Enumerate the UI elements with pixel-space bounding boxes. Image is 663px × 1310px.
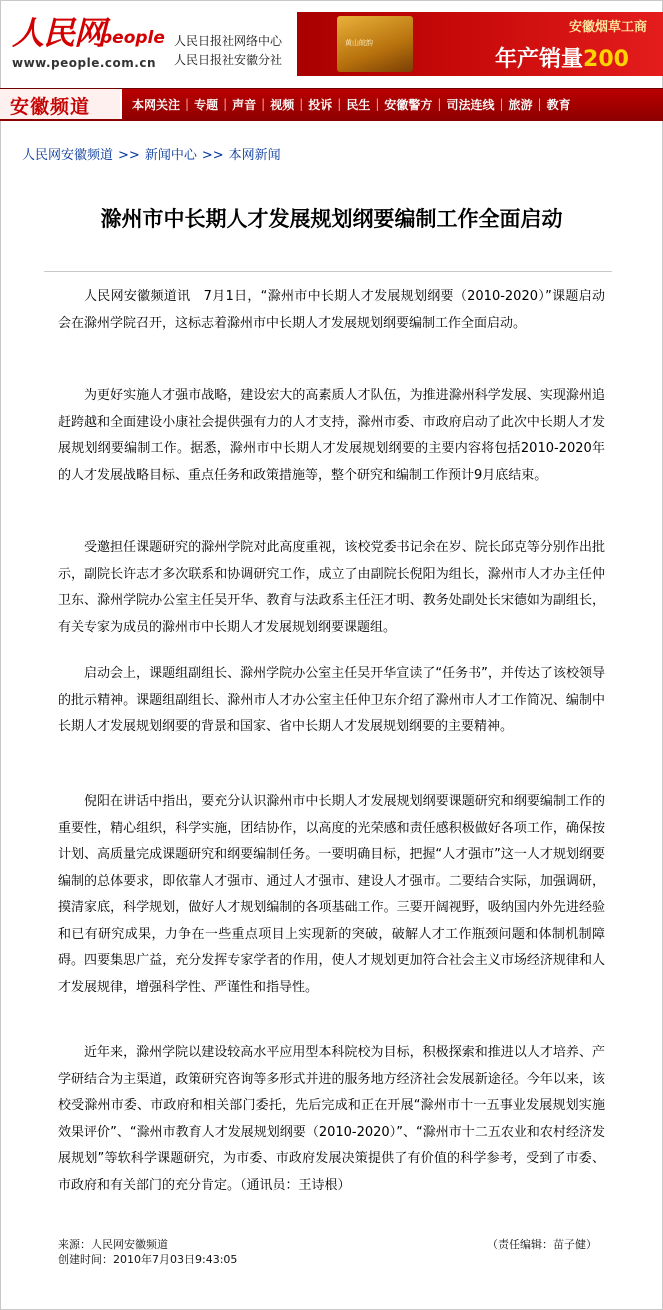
nav-separator: | [299, 97, 304, 111]
site-url[interactable]: www.people.com.cn [12, 56, 156, 70]
article-paragraph: 倪阳在讲话中指出，要充分认识滁州市中长期人才发展规划纲要课题研究和纲要编制工作的重要性，精心组织，科学实施，团结协作，以高度的光荣感和责任感积极做好各项工作，确保按计划、高质量完成课题研究和纲要编制任务。一要明确目标，把握“人才强市”这一人才规划纲要编制的总体要求，即依靠人才强市、通过人才强市、建设人才强市。二要结合实际，加强调研，摸清家底，科学规划，做好人才规划编制的各项基础工作。三要开阔视野，吸纳国内外先进经验和已有研究成果，力争在一些重点项目上实现新的突破，破解人才工作瓶颈问题和体制机制障碍。四要集思广益，充分发挥专家学者的作用，使人才规划更加符合社会主义市场经济规律和人才发展规律，增强科学性、严谨性和指导性。 [58, 794, 605, 995]
breadcrumb-separator: >> [201, 148, 224, 163]
nav-item-judiciary[interactable]: 司法连线 [446, 97, 495, 112]
nav-item-livelihood[interactable]: 民生 [346, 97, 371, 112]
article-paragraph: 为更好实施人才强市战略，建设宏大的高素质人才队伍，为推进滁州科学发展、实现滁州追赶跨越和全面建设小康社会提供强有力的人才支持，滁州市委、市政府启动了此次中长期人才发展规划纲要编制工作。据悉，滁州市中长期人才发展规划纲要的主要内容将包括2010-2020年的人才发展战略目标、重点任务和政策措施等，整个研究和编制工作预计9月底结束。 [58, 388, 605, 483]
org-line-1: 人民日报社网络中心 [174, 34, 283, 48]
nav-separator: | [499, 97, 504, 111]
breadcrumb-news-center[interactable]: 新闻中心 [144, 148, 197, 163]
breadcrumb-local-news[interactable]: 本网新闻 [228, 148, 281, 163]
title-divider [44, 271, 612, 272]
article-paragraph: 受邀担任课题研究的滁州学院对此高度重视，该校党委书记余在岁、院长邱克等分别作出批示，副院长许志才多次联系和协调研究工作，成立了由副院长倪阳为组长，滁州市人才办主任仲卫东、滁州学院办公室主任吴开华、教育与法政系主任汪才明、教务处副处长宋德如为副组长，有关专家为成员的滁州市中长期人才发展规划纲要课题组。 [58, 540, 605, 635]
article-paragraph: 人民网安徽频道讯 7月1日，“滁州市中长期人才发展规划纲要（2010-2020）”课题启动会在滁州学院召开，这标志着滁州市中长期人才发展规划纲要编制工作全面启动。 [58, 289, 605, 331]
nav-item-topics[interactable]: 专题 [194, 97, 219, 112]
banner-main-label: 年产销量 [495, 47, 584, 72]
site-header [0, 0, 663, 88]
nav-item-police[interactable]: 安徽警方 [384, 97, 433, 112]
nav-separator: | [375, 97, 380, 111]
nav-separator: | [223, 97, 228, 111]
nav-links [128, 89, 575, 119]
nav-separator: | [437, 97, 442, 111]
nav-separator: | [261, 97, 266, 111]
nav-item-education[interactable]: 教育 [546, 97, 571, 112]
org-line-2: 人民日报社安徽分社 [174, 53, 283, 67]
banner-top-text: 安徽烟草工商 [569, 20, 648, 35]
cigarette-pack-image [337, 16, 413, 72]
article-title: 滁州市中长期人才发展规划纲要编制工作全面启动 [100, 206, 563, 232]
nav-item-video[interactable]: 视频 [270, 97, 295, 112]
nav-item-focus[interactable]: 本网关注 [132, 97, 181, 112]
site-logo-people[interactable]: people [100, 28, 165, 48]
article-source: 来源：人民网安徽频道 [58, 1238, 168, 1251]
channel-nav [0, 88, 663, 121]
nav-separator: | [185, 97, 190, 111]
banner-main-number: 200 [583, 47, 629, 72]
breadcrumb [22, 144, 281, 163]
breadcrumb-home[interactable]: 人民网安徽频道 [22, 148, 114, 163]
breadcrumb-separator: >> [118, 148, 140, 163]
ad-banner[interactable] [297, 12, 663, 76]
nav-separator: | [337, 97, 342, 111]
article-paragraph: 近年来，滁州学院以建设较高水平应用型本科院校为目标，积极探索和推进以人才培养、产学研结合为主渠道，政策研究咨询等多形式并进的服务地方经济社会发展新途径。今年以来，该校受滁州市委、市政府和相关部门委托，先后完成和正在开展“滁州市十一五事业发展规划实施效果评价”、“滁州市教育人才发展规划纲要（2010-2020）”、“滁州市十二五农业和农村经济发展规划”等软科学课题研究，为市委、市政府发展决策提供了有价值的科学参考，受到了市委、市政府和有关部门的充分肯定。（通讯员：王诗根） [58, 1045, 605, 1193]
nav-item-complaints[interactable]: 投诉 [308, 97, 333, 112]
nav-item-voices[interactable]: 声音 [232, 97, 257, 112]
nav-item-travel[interactable]: 旅游 [508, 97, 533, 112]
banner-main-text [495, 42, 629, 73]
article-paragraph: 启动会上，课题组副组长、滁州学院办公室主任吴开华宣读了“任务书”，并传达了该校领导的批示精神。课题组副组长、滁州市人才办公室主任仲卫东介绍了滁州市人才工作简况、编制中长期人才发展规划纲要的背景和国家、省中长期人才发展规划纲要的主要精神。 [58, 666, 605, 734]
channel-name-label: 安徽频道 [10, 96, 91, 118]
site-logo[interactable]: 人民网 [12, 14, 106, 52]
nav-separator: | [537, 97, 542, 111]
channel-name[interactable] [0, 89, 122, 119]
article-editor: （责任编辑：苗子健） [487, 1238, 597, 1251]
article-created-time: 创建时间：2010年7月03日9:43:05 [58, 1253, 238, 1266]
pack-label: 黄山皖韵 [345, 39, 373, 47]
